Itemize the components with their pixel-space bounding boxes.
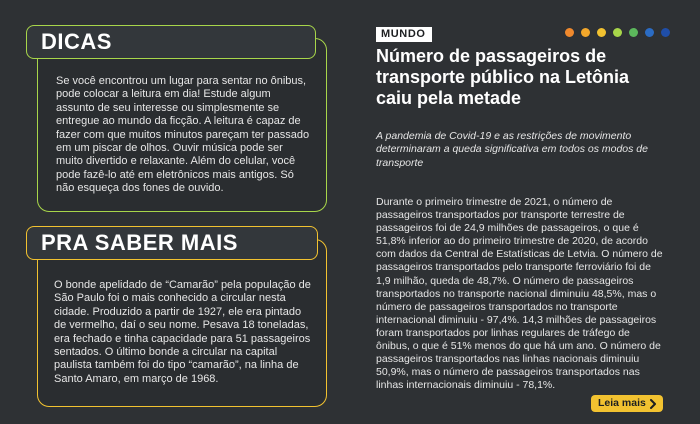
accent-dot bbox=[597, 28, 606, 37]
read-more-label: Leia mais bbox=[598, 397, 646, 409]
dicas-box bbox=[37, 29, 327, 212]
chevron-right-icon bbox=[649, 399, 657, 409]
article-headline: Número de passageiros de transporte público na Letônia caiu pela metade bbox=[376, 46, 630, 108]
accent-dot bbox=[613, 28, 622, 37]
read-more-button[interactable] bbox=[591, 395, 663, 412]
pra-saber-mais-text: O bonde apelidado de “Camarão” pela população de São Paulo foi o mais conhecido a circular nesta cidade. Produzido a partir de 1927, ele era pintado de vermelho, daí o seu nome. Pesava 18 toneladas, era fechado e tinha capacidade para 51 passageiros sentados. O último bonde a circular na capital paulista também foi do tipo “camarão”, na linha de Santo Amaro, em março de 1968. bbox=[54, 279, 311, 385]
pra-saber-mais-box bbox=[37, 230, 327, 407]
accent-dot bbox=[565, 28, 574, 37]
accent-dot bbox=[661, 28, 670, 37]
dicas-text: Se você encontrou um lugar para sentar no ônibus, pode colocar a leitura em dia! Estude algum assunto de seu interesse ou simplesmente se entregue ao mundo da ficção. A leitura é capaz de fazer com que muitos minutos pareçam ter passado em um piscar de olhos. Ouvir música pode ser muito divertido e relaxante. Além do celular, você pode fazê-lo até em eletrônicos mais antigos. Só não esqueça dos fones de ouvido. bbox=[56, 75, 310, 195]
dicas-title: DICAS bbox=[26, 25, 316, 59]
accent-dot bbox=[645, 28, 654, 37]
accent-dot bbox=[629, 28, 638, 37]
pra-saber-mais-title: PRA SABER MAIS bbox=[26, 226, 318, 260]
section-tag: MUNDO bbox=[376, 27, 432, 42]
accent-dot bbox=[581, 28, 590, 37]
article-body: Durante o primeiro trimestre de 2021, o número de passageiros transportados por transporte terrestre de passageiros foi de 24,9 milhões de passageiros, o que é 51,8% inferior ao do primeiro trimestre de 2020, de acordo com dados da Central de Estatísticas de Letvia. O número de passageiros transportados pelo transporte ferroviário foi de 1,9 milhão, queda de 48,7%. O número de passageiros transportados no transporte nacional diminuiu 48,5%, mas o número de passageiros transportados no transporte internacional diminuiu - 97,4%. 14,3 milhões de passageiros foram transportados por linhas regulares de tráfego de ônibus, o que é 51% menos do que há um ano. O número de passageiros transportados nas linhas nacionais diminuiu 50,9%, mas o número de passageiros transportados nas linhas internacionais diminuiu - 78,1%. bbox=[376, 196, 663, 392]
article-subtitle: A pandemia de Covid-19 e as restrições de movimento determinaram a queda significativa em todos os modos de transporte bbox=[376, 130, 648, 169]
